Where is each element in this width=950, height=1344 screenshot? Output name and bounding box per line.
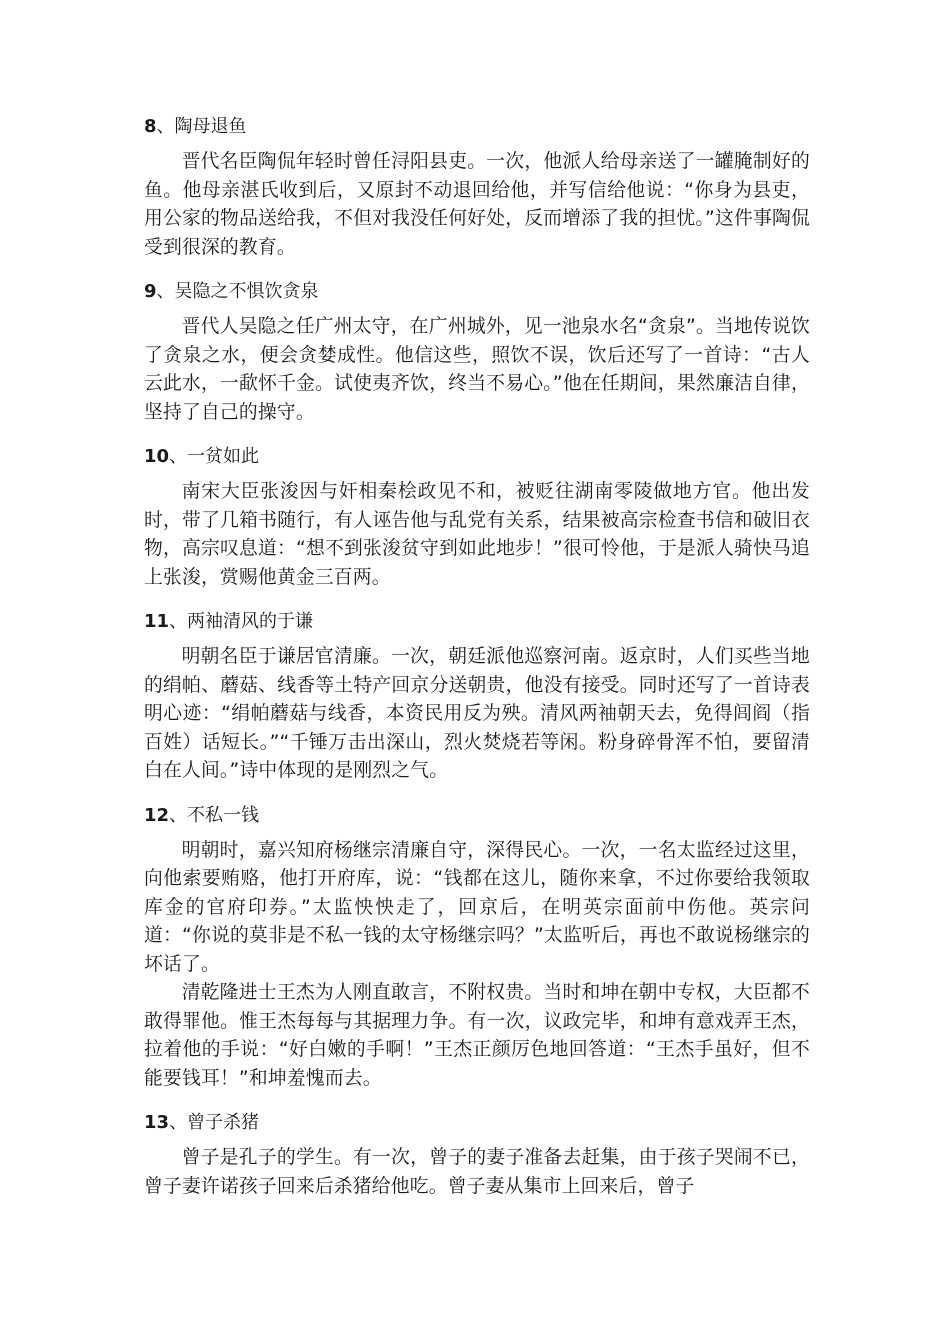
document-page xyxy=(144,112,810,1216)
section-number: 10 xyxy=(144,446,170,467)
section-title: 、陶母退鱼 xyxy=(156,116,247,137)
paragraph: 晋代名臣陶侃年轻时曾任浔阳县吏。一次，他派人给母亲送了一罐腌制好的鱼。他母亲湛氏收到后，又原封不动退回给他，并写信给他说：“你身为县吏，用公家的物品送给我，不但对我没任何好处，反而增添了我的担忧。”这件事陶侃受到很深的教育。 xyxy=(144,151,810,258)
section-title: 、一贫如此 xyxy=(169,446,260,467)
paragraph: 南宋大臣张浚因与奸相秦桧政见不和，被贬往湖南零陵做地方官。他出发时，带了几箱书随行，有人诬告他与乱党有关系，结果被高宗检查书信和破旧衣物，高宗叹息道：“想不到张浚贫守到如此地步！”很可怜他，于是派人骑快马追上张浚，赏赐他黄金三百两。 xyxy=(144,481,810,588)
section-title: 、曾子杀猪 xyxy=(169,1112,260,1133)
section-12 xyxy=(144,801,810,1094)
paragraph: 清乾隆进士王杰为人刚直敢言，不附权贵。当时和坤在朝中专权，大臣都不敢得罪他。惟王杰每每与其据理力争。有一次，议政完毕，和坤有意戏弄王杰，拉着他的手说：“好白嫩的手啊！”王杰正颜厉色地回答道：“王杰手虽好，但不能要钱耳！”和坤羞愧而去。 xyxy=(144,982,810,1089)
paragraph: 明朝时，嘉兴知府杨继宗清廉自守，深得民心。一次，一名太监经过这里，向他索要贿赂，他打开府库，说：“钱都在这儿，随你来拿，不过你要给我领取库金的官府印券。”太监怏怏走了，回京后，在明英宗面前中伤他。英宗问道：“你说的莫非是不私一钱的太守杨继宗吗？”太监听后，再也不敢说杨继宗的坏话了。 xyxy=(144,839,810,975)
paragraph: 晋代人吴隐之任广州太守，在广州城外，见一池泉水名“贪泉”。当地传说饮了贪泉之水，便会贪婪成性。他信这些，照饮不误，饮后还写了一首诗：“古人云此水，一歃怀千金。试使夷齐饮，终当不易心。”他在任期间，果然廉洁自律，坚持了自己的操守。 xyxy=(144,316,810,423)
section-heading xyxy=(144,1108,810,1138)
section-number: 8 xyxy=(144,116,157,137)
section-title: 、吴隐之不惧饮贪泉 xyxy=(156,281,319,302)
section-title: 、不私一钱 xyxy=(169,804,260,826)
section-heading xyxy=(144,277,810,307)
section-10 xyxy=(144,442,810,592)
section-heading xyxy=(144,801,810,831)
section-number: 13 xyxy=(144,1112,170,1133)
section-title: 、两袖清风的于谦 xyxy=(169,611,314,632)
section-number: 12 xyxy=(144,804,170,826)
paragraph: 明朝名臣于谦居官清廉。一次，朝廷派他巡察河南。返京时，人们买些当地的绢帕、蘑菇、线香等土特产回京分送朝贵，他没有接受。同时还写了一首诗表明心迹：“绢帕蘑菇与线香，本资民用反为殃。清风两袖朝天去，免得闾阎（指百姓）话短长。”“千锤万击出深山，烈火焚烧若等闲。粉身碎骨浑不怕，要留清白在人间。”诗中体现的是刚烈之气。 xyxy=(144,646,810,781)
section-11 xyxy=(144,607,810,786)
paragraph: 曾子是孔子的学生。有一次，曾子的妻子准备去赶集，由于孩子哭闹不已，曾子妻许诺孩子回来后杀猪给他吃。曾子妻从集市上回来后，曾子 xyxy=(144,1147,810,1197)
section-heading xyxy=(144,112,810,142)
section-number: 11 xyxy=(144,611,170,632)
section-8 xyxy=(144,112,810,262)
section-heading xyxy=(144,442,810,472)
section-heading xyxy=(144,607,810,637)
section-13 xyxy=(144,1108,810,1201)
section-number: 9 xyxy=(144,281,157,302)
section-9 xyxy=(144,277,810,427)
